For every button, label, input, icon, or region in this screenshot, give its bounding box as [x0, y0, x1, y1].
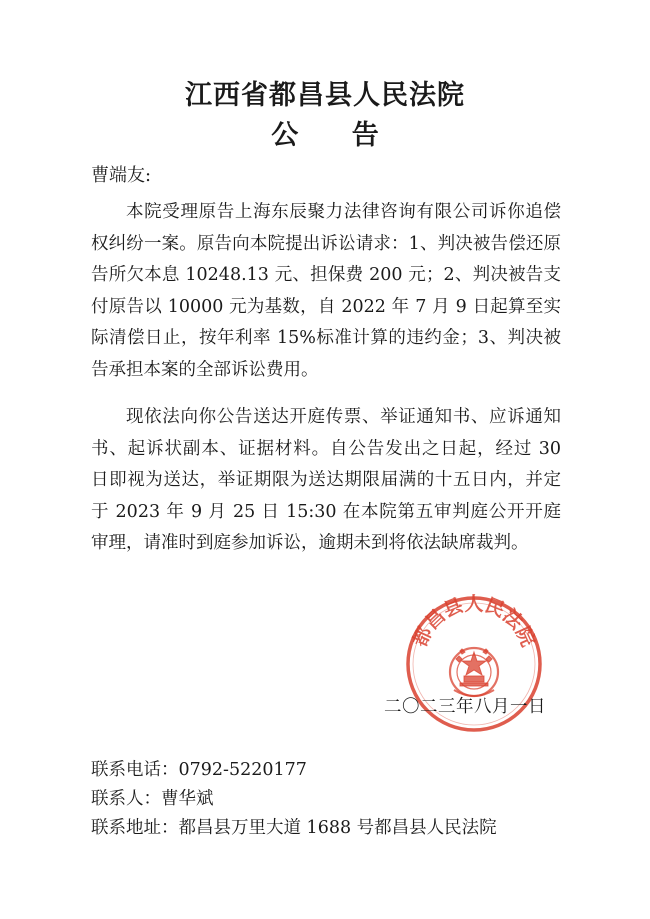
svg-text:都昌县人民法院: [408, 594, 540, 651]
contact-address: 联系地址：都昌县万里大道 1688 号都昌县人民法院: [91, 818, 497, 838]
seal-lettering: 都昌县人民法院: [409, 594, 539, 651]
court-name-title: 江西省都昌县人民法院: [185, 80, 465, 111]
notice-title: 公 告: [271, 120, 401, 151]
contact-phone: 联系电话：0792-5220177: [91, 760, 307, 780]
body-paragraph-claims: 本院受理原告上海东辰聚力法律咨询有限公司诉你追偿权纠纷一案。原告向本院提出诉讼请求：1、判决被告偿还原告所欠本息 10248.13 元、担保费 200 元；2、判决被告支付原告以 10000 元为基数，自 2022 年 7 月 9 日起算至实际清偿日止，按年利率 15%标准计算的违约金；3、判决被告承担本案的全部诉讼费用。: [91, 202, 561, 380]
notice-date: 二〇二三年八月一日: [384, 697, 546, 717]
contact-person: 联系人：曹华斌: [91, 789, 214, 809]
body-paragraph-service-notice: 现依法向你公告送达开庭传票、举证通知书、应诉通知书、起诉状副本、证据材料。自公告发出之日起，经过 30 日即视为送达，举证期限为送达期限届满的十五日内，并定于 2023 年 9 月 25 日 15:30 在本院第五审判庭公开开庭审理，请准时到庭参加诉讼，逾期未到将依法缺席裁判。: [91, 407, 561, 553]
salutation: 曹端友:: [91, 165, 152, 186]
